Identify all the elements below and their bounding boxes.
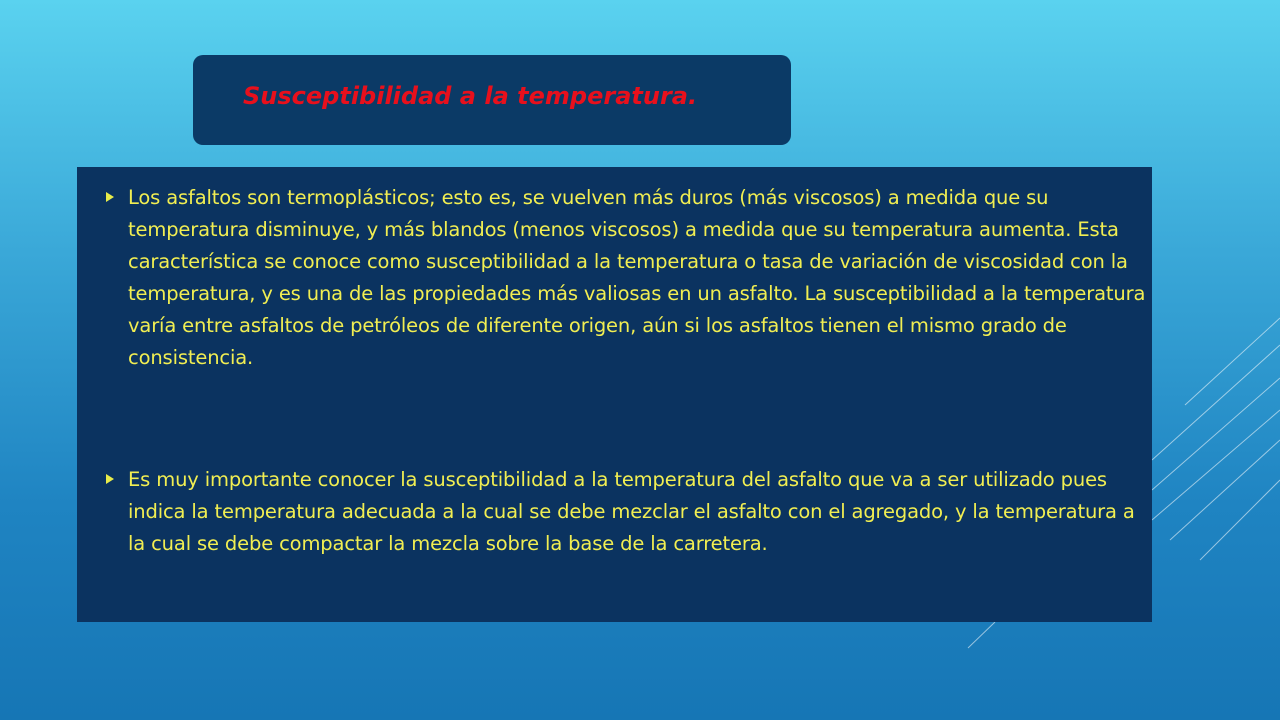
bullet-text: Los asfaltos son termoplásticos; esto es, se vuelven más duros (más viscosos) a medida que su temperatura disminuye, y más blandos (menos viscosos) a medida que su temperatura aumenta. Esta característica se conoce como susceptibilidad a la temperatura o tasa de variación de viscosidad con la temperatura, y es una de las propiedades más valiosas en un asfalto. La susceptibilidad a la temperatura varía entre asfaltos de petróleos de diferente origen, aún si los asfaltos tienen el mismo grado de consistencia. bbox=[128, 186, 1146, 369]
content-box bbox=[77, 167, 1152, 622]
bullet-text: Es muy importante conocer la susceptibilidad a la temperatura del asfalto que va a ser utilizado pues indica la temperatura adecuada a la cual se debe mezclar el asfalto con el agregado, y la temperatura a la cual se debe compactar la mezcla sobre la base de la carretera. bbox=[128, 468, 1135, 555]
title-banner bbox=[193, 55, 791, 145]
triangle-right-icon bbox=[106, 192, 114, 202]
slide-title: Susceptibilidad a la temperatura. bbox=[243, 82, 698, 110]
triangle-right-icon bbox=[106, 474, 114, 484]
